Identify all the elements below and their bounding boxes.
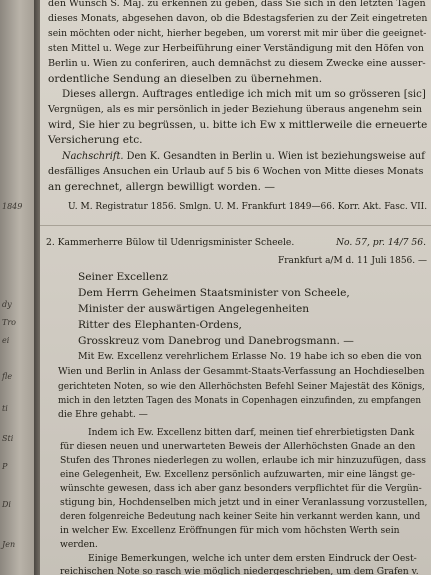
left-facing-page [0, 0, 36, 575]
document-page [40, 0, 431, 575]
left-margin-fragment: ei [2, 336, 10, 345]
letter-heading: 2. Kammerherre Bülow til Udenrigsminister Scheele. [46, 237, 295, 248]
left-margin-fragment: dy [2, 300, 12, 309]
left-margin-fragment: Jen [2, 540, 16, 549]
body-line: in welcher Ew. Excellenz Eröffnungen für mich vom höchsten Werth sein [60, 525, 400, 536]
text-line: den Wunsch S. Maj. zu erkennen zu geben, dass Sie sich in den letzten Tagen [48, 0, 426, 9]
letter-dateline: Frankfurt a/M d. 11 Juli 1856. — [278, 256, 427, 266]
body-line: Wien und Berlin in Anlass der Gesammt-Staats-Verfassung an Hochdieselben [58, 366, 425, 377]
left-margin-fragment: 1849 [2, 202, 23, 211]
letter-reference: No. 57, pr. 14/7 56. [336, 237, 427, 248]
left-margin-fragment: P [2, 462, 8, 471]
address-line: Seiner Excellenz [78, 271, 168, 283]
body-line: gerichteten Noten, so wie den Allerhöchsten Befehl Seiner Majestät des Königs, [58, 382, 425, 392]
source-citation: U. M. Registratur 1856. Smlgn. U. M. Frankfurt 1849—66. Korr. Akt. Fasc. VII. [68, 202, 428, 212]
body-line: für diesen neuen und unerwarteten Beweis der Allerhöchsten Gnade an den [60, 441, 416, 452]
nachschrift-label: Nachschrift. [62, 151, 124, 162]
left-margin-fragment: ti [2, 404, 8, 413]
body-line: reichischen Note so rasch wie möglich niedergeschrieben, um dem Grafen v. [60, 566, 419, 575]
text-line: wird, Sie hier zu begrüssen, u. bitte ich Ew x mittlerweile die erneuerte [48, 119, 428, 131]
text-line: an gerechnet, allergn bewilligt worden. — [48, 181, 275, 193]
body-line: Einige Bemerkungen, welche ich unter dem ersten Eindruck der Oest- [88, 553, 417, 564]
text-line: ordentliche Sendung an dieselben zu übernehmen. [48, 73, 323, 85]
text-line: sten Mittel u. Wege zur Herbeiführung einer Verständigung mit den Höfen von [48, 43, 424, 54]
body-line: Indem ich Ew. Excellenz bitten darf, meinen tief ehrerbietigsten Dank [88, 427, 415, 438]
address-line: Grosskreuz vom Danebrog und Danebrogsmann. — [78, 335, 354, 347]
left-margin-fragment: Tro [2, 318, 16, 327]
body-line: Stufen des Thrones niederlegen zu wollen, erlaube ich mir hinzuzufügen, dass [60, 455, 426, 466]
left-margin-fragment: Di [2, 500, 11, 509]
left-margin-fragment: Sti [2, 434, 14, 443]
address-line: Dem Herrn Geheimen Staatsminister von Scheele, [78, 287, 350, 299]
address-line: Ritter des Elephanten-Ordens, [78, 319, 242, 331]
body-line: wünschte gewesen, dass ich aber ganz besonders verpflichtet für die Vergün- [60, 483, 422, 494]
body-line: mich in den letzten Tagen des Monats in Copenhagen einzufinden, zu empfangen [58, 396, 422, 406]
text-line: dieses Monats, abgesehen davon, ob die Bdestagsferien zu der Zeit eingetreten [48, 13, 428, 24]
text-line: Versicherung etc. [48, 134, 143, 146]
body-line: werden. [60, 539, 98, 550]
section-divider [40, 225, 431, 226]
nachschrift-line [62, 150, 425, 164]
body-line: die Ehre gehabt. — [58, 409, 148, 420]
left-margin-fragment: fle [2, 372, 13, 381]
text-line: sein möchten oder nicht, hierher begeben, um vorerst mit mir über die geeignet- [48, 28, 427, 39]
text-line: Vergnügen, als es mir persönlich in jeder Beziehung überaus angenehm sein [48, 104, 423, 115]
body-line: eine Gelegenheit, Ew. Excellenz persönlich aufzuwarten, mir eine längst ge- [60, 469, 416, 480]
text-line: desfälliges Ansuchen ein Urlaub auf 5 bis 6 Wochen von Mitte dieses Monats [48, 166, 424, 177]
body-line: deren folgenreiche Bedeutung nach keiner Seite hin verkannt werden kann, und [60, 512, 421, 522]
body-line: Mit Ew. Excellenz verehrlichem Erlasse No. 19 habe ich so eben die von [78, 351, 422, 362]
nachschrift-text: Den K. Gesandten in Berlin u. Wien ist beziehungsweise auf [123, 151, 425, 162]
address-line: Minister der auswärtigen Angelegenheiten [78, 303, 310, 315]
body-line: stigung bin, Hochdenselben mich jetzt und in einer Veranlassung vorzustellen, [60, 497, 428, 508]
text-line: Dieses allergn. Auftrages entledige ich mich mit um so grösseren [sic] [62, 89, 426, 100]
text-line: Berlin u. Wien zu conferiren, auch demnächst zu diesem Zwecke eine ausser- [48, 58, 426, 69]
